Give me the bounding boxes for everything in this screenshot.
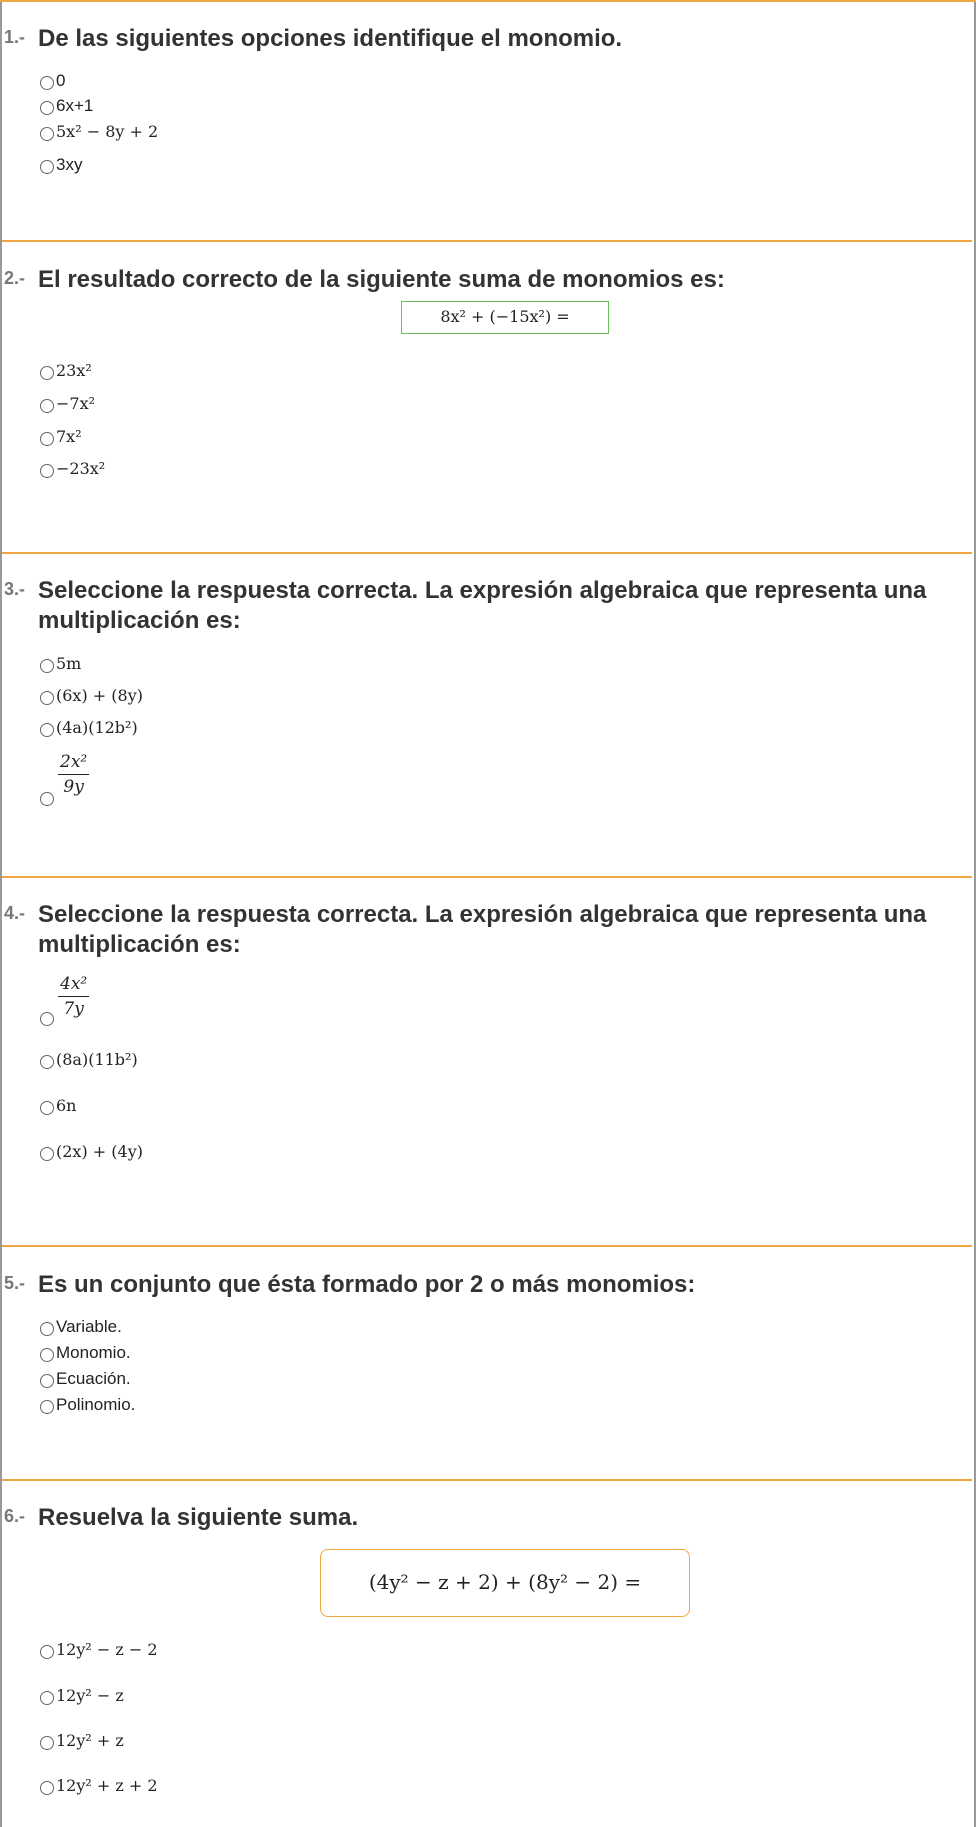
radio-button[interactable]: [40, 160, 54, 174]
q2-option-2[interactable]: −7x²: [40, 394, 95, 413]
question-text: De las siguientes opciones identifique el monomio.: [38, 25, 623, 52]
question-3-header: [4, 576, 968, 636]
question-text: El resultado correcto de la siguiente suma de monomios es:: [38, 266, 725, 293]
q3-option-2[interactable]: (6x) + (8y): [40, 686, 143, 705]
separator: [2, 240, 972, 242]
question-number: 6.-: [4, 1506, 26, 1526]
fraction-numerator: 4x²: [58, 974, 89, 997]
q1-option-2[interactable]: 6x+1: [40, 97, 93, 115]
q1-option-1[interactable]: 0: [40, 72, 65, 90]
radio-button[interactable]: [40, 1736, 54, 1750]
radio-button[interactable]: [40, 1147, 54, 1161]
radio-button[interactable]: [40, 1322, 54, 1336]
q1-option-3[interactable]: 5x² − 8y + 2: [40, 122, 158, 141]
question-number: 5.-: [4, 1273, 26, 1293]
radio-button[interactable]: [40, 464, 54, 478]
question-number: 2.-: [4, 268, 26, 288]
radio-button[interactable]: [40, 1374, 54, 1388]
question-number: 1.-: [4, 27, 26, 47]
radio-button[interactable]: [40, 366, 54, 380]
q6-option-3[interactable]: 12y² + z: [40, 1731, 124, 1750]
q3-option-3[interactable]: (4a)(12b²): [40, 718, 138, 737]
question-5-header: [4, 1270, 968, 1300]
question-6-header: [4, 1503, 968, 1533]
question-text: Seleccione la respuesta correcta. La expresión algebraica que representa una multiplicación es:: [38, 577, 927, 634]
radio-button[interactable]: [40, 1055, 54, 1069]
q5-option-1[interactable]: Variable.: [40, 1318, 122, 1336]
question-text: Es un conjunto que ésta formado por 2 o más monomios:: [38, 1271, 696, 1298]
q4-fraction: [58, 974, 89, 1019]
radio-button[interactable]: [40, 399, 54, 413]
separator: [2, 1245, 972, 1247]
expression-box: (4y² − z + 2) + (8y² − 2) =: [320, 1549, 690, 1617]
q6-option-1[interactable]: 12y² − z − 2: [40, 1640, 158, 1659]
radio-button[interactable]: [40, 1348, 54, 1362]
radio-button[interactable]: [40, 1400, 54, 1414]
radio-button[interactable]: [40, 1012, 54, 1026]
question-text: Resuelva la siguiente suma.: [38, 1504, 359, 1531]
separator: [2, 876, 972, 878]
radio-button[interactable]: [40, 76, 54, 90]
q4-option-3[interactable]: 6n: [40, 1096, 76, 1115]
radio-button[interactable]: [40, 432, 54, 446]
q2-option-3[interactable]: 7x²: [40, 427, 82, 446]
radio-button[interactable]: [40, 127, 54, 141]
q5-option-4[interactable]: Polinomio.: [40, 1396, 135, 1414]
q6-option-4[interactable]: 12y² + z + 2: [40, 1776, 158, 1795]
q3-option-1[interactable]: 5m: [40, 654, 81, 673]
q3-fraction: [58, 752, 89, 797]
radio-button[interactable]: [40, 691, 54, 705]
question-4-header: [4, 900, 968, 960]
radio-button[interactable]: [40, 723, 54, 737]
q4-option-4[interactable]: (2x) + (4y): [40, 1142, 143, 1161]
question-1-header: [4, 24, 968, 54]
radio-button[interactable]: [40, 1781, 54, 1795]
radio-button[interactable]: [40, 1645, 54, 1659]
q4-option-2[interactable]: (8a)(11b²): [40, 1050, 138, 1069]
q2-option-4[interactable]: −23x²: [40, 459, 105, 478]
radio-button[interactable]: [40, 659, 54, 673]
radio-button[interactable]: [40, 792, 54, 806]
question-text: Seleccione la respuesta correcta. La expresión algebraica que representa una multiplicación es:: [38, 901, 927, 958]
question-2-header: [4, 265, 968, 295]
expression-box: 8x² + (−15x²) =: [401, 301, 609, 334]
q2-option-1[interactable]: 23x²: [40, 361, 92, 380]
q5-option-2[interactable]: Monomio.: [40, 1344, 131, 1362]
question-number: 4.-: [4, 903, 26, 923]
radio-button[interactable]: [40, 1691, 54, 1705]
fraction-denominator: 7y: [63, 999, 84, 1019]
fraction-denominator: 9y: [63, 777, 84, 797]
radio-button[interactable]: [40, 1101, 54, 1115]
q6-option-2[interactable]: 12y² − z: [40, 1686, 124, 1705]
separator: [2, 552, 972, 554]
radio-button[interactable]: [40, 101, 54, 115]
q4-option-1[interactable]: [40, 1012, 54, 1026]
fraction-numerator: 2x²: [58, 752, 89, 775]
q5-option-3[interactable]: Ecuación.: [40, 1370, 131, 1388]
question-number: 3.-: [4, 579, 26, 599]
q1-option-4[interactable]: 3xy: [40, 156, 82, 174]
top-separator: [0, 0, 976, 2]
separator: [2, 1479, 972, 1481]
q3-option-4[interactable]: [40, 792, 54, 806]
